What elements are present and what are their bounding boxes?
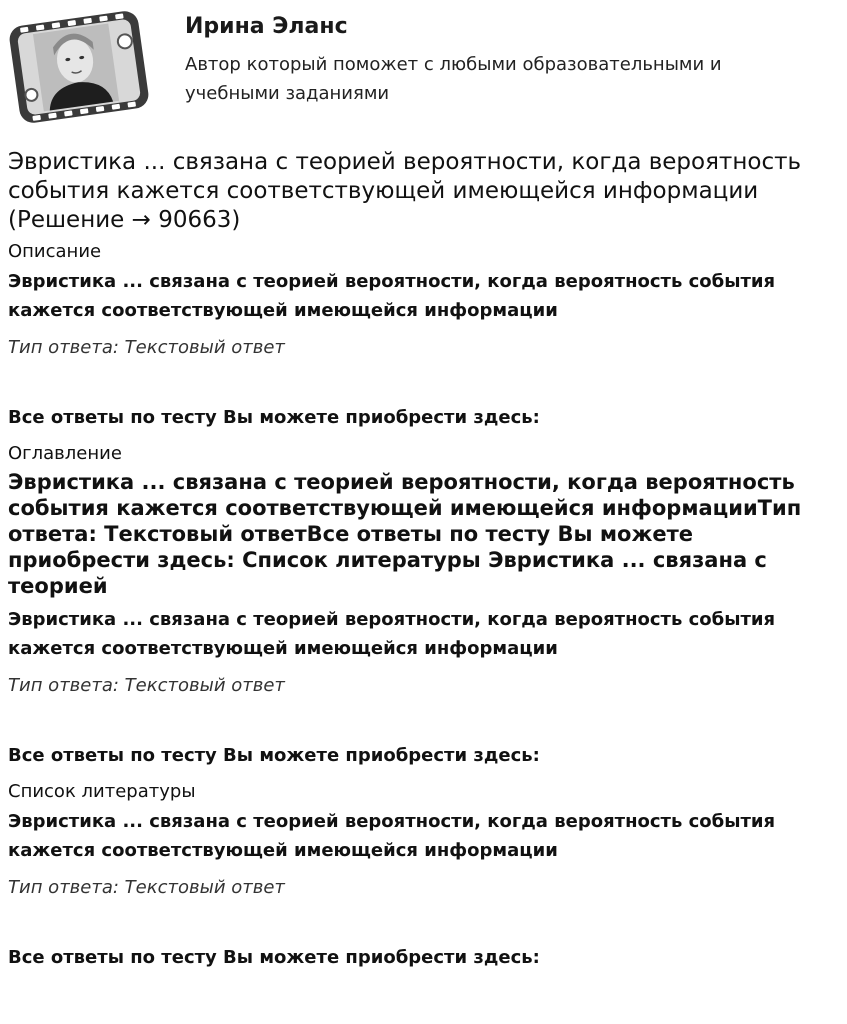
toc-answer-type: Тип ответа: Текстовый ответ bbox=[8, 675, 285, 696]
author-name: Ирина Эланс bbox=[185, 14, 348, 39]
toc-heading: Эвристика ... связана с теорией вероятности, когда вероятность события кажется соответствующей имеющейся информацииТип ответа: Текстовый ответВсе ответы по тесту Вы можете приобрести здесь: Список литературы Эвристика ... связана с теорией bbox=[8, 470, 802, 598]
description-label: Описание bbox=[8, 241, 102, 262]
toc-buy-line: Все ответы по тесту Вы можете приобрести здесь: bbox=[8, 745, 540, 766]
literature-question: Эвристика ... связана с теорией вероятности, когда вероятность события кажется соответствующей имеющейся информации bbox=[8, 811, 776, 861]
literature-section bbox=[8, 779, 842, 971]
description-section bbox=[8, 239, 842, 431]
description-buy-line: Все ответы по тесту Вы можете приобрести здесь: bbox=[8, 407, 540, 428]
description-answer-type: Тип ответа: Текстовый ответ bbox=[8, 337, 285, 358]
toc-section bbox=[8, 441, 842, 769]
author-avatar bbox=[8, 8, 150, 126]
toc-label: Оглавление bbox=[8, 443, 122, 464]
author-card bbox=[8, 8, 838, 128]
toc-question: Эвристика ... связана с теорией вероятности, когда вероятность события кажется соответствующей имеющейся информации bbox=[8, 609, 776, 659]
main-content bbox=[8, 148, 842, 981]
literature-buy-line: Все ответы по тесту Вы можете приобрести здесь: bbox=[8, 947, 540, 968]
description-question: Эвристика ... связана с теорией вероятности, когда вероятность события кажется соответствующей имеющейся информации bbox=[8, 271, 776, 321]
author-description: Автор который поможет с любыми образовательными и учебными заданиями bbox=[185, 54, 722, 104]
literature-label: Список литературы bbox=[8, 781, 196, 802]
literature-answer-type: Тип ответа: Текстовый ответ bbox=[8, 877, 285, 898]
page-title: Эвристика ... связана с теорией вероятности, когда вероятность события кажется соответствующей имеющейся информации (Решение → 90663) bbox=[8, 149, 802, 233]
